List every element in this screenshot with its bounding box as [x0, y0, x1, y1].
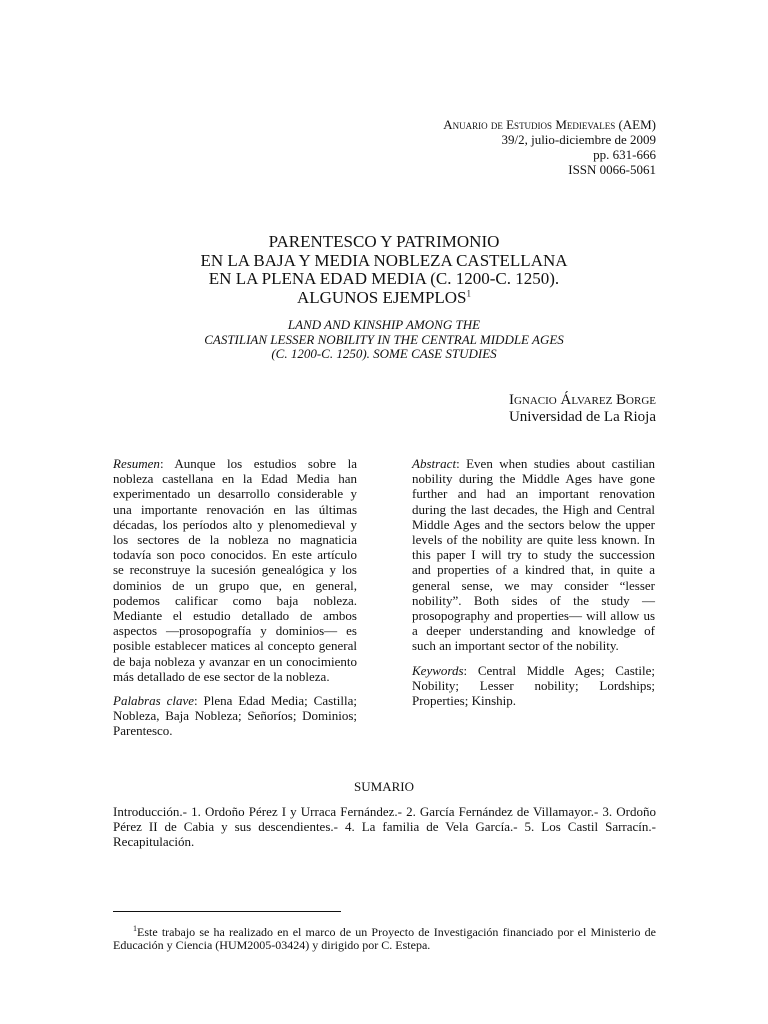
resumen-paragraph [113, 456, 357, 684]
abstract-text: : Even when studies about castilian nobility during the Middle Ages have gone further and had an important renovation during the last decades, the High and Central Middle Ages and the sectors below the upper levels of the nobility are quite less known. In this paper I will try to study the succession and properties of a kindred that, in quite a general sense, we may consider “lesser nobility”. Both sides of the study —prosopography and properties— will allow us a deeper understanding and knowledge of such an important sector of the nobility. [412, 456, 655, 654]
footnote-divider [113, 911, 341, 912]
title-line-4-text: ALGUNOS EJEMPLOS [296, 287, 467, 307]
journal-issn: ISSN 0066-5061 [568, 162, 656, 177]
palabras-clave-label: Palabras clave [113, 693, 195, 709]
journal-pages: pp. 631-666 [593, 147, 656, 162]
keywords-text: : Central Middle Ages; Castile; Nobility; Lesser nobility; Lordships; Properties; Kinship. [412, 662, 655, 709]
title-block [112, 233, 656, 362]
keywords-label: Keywords [412, 662, 464, 678]
footnote-mark: 1 [133, 924, 137, 933]
title-footnote-mark: 1 [466, 287, 472, 298]
journal-name-line [326, 117, 656, 132]
title-line-4 [112, 289, 656, 308]
footnote [113, 926, 656, 951]
journal-header [326, 117, 656, 177]
title-line-2: EN LA BAJA Y MEDIA NOBLEZA CASTELLANA [200, 250, 568, 270]
english-title-line-2: CASTILIAN LESSER NOBILITY IN THE CENTRAL MIDDLE AGES [204, 331, 564, 347]
resumen-text: : Aunque los estudios sobre la nobleza castellana en la Edad Media han experimentado un desarrollo considerable y una importante renovación en las últimas décadas, los períodos alto y plenomedieval y los sectores de la nobleza no magnaticia todavía son poco conocidos. En este artículo se reconstruye la sucesión genealógica y los dominios de un grupo que, en general, podemos calificar como baja nobleza. Mediante el estudio detallado de ambos aspectos —prosopografía y dominios— es posible establecer matices al concepto general de baja nobleza y avanzar en un conocimiento más detallado de ese sector de la nobleza. [113, 456, 357, 684]
journal-name: Anuario de Estudios Medievales [443, 117, 616, 132]
english-title-line-1: LAND AND KINSHIP AMONG THE [287, 317, 481, 332]
keywords-paragraph [412, 663, 655, 709]
author-name: Ignacio Álvarez Borge [508, 392, 656, 408]
english-abstract-column [412, 456, 655, 717]
abstract-label: Abstract [412, 456, 457, 471]
footnote-text: Este trabajo se ha realizado en el marco de un Proyecto de Investigación financiado por el Ministerio de Educación y Ciencia (HUM2005-03424) y dirigido por C. Estepa. [113, 925, 656, 952]
resumen-label: Resumen [113, 456, 160, 471]
journal-abbrev: (AEM) [615, 117, 656, 132]
author-block [326, 392, 656, 426]
journal-issue: 39/2, julio-diciembre de 2009 [501, 132, 656, 147]
english-title [112, 318, 656, 362]
abstract-paragraph [412, 456, 655, 654]
title-line-1: PARENTESCO Y PATRIMONIO [268, 232, 500, 251]
palabras-clave-paragraph [113, 693, 357, 739]
author-affiliation: Universidad de La Rioja [508, 409, 656, 425]
palabras-clave-text: : Plena Edad Media; Castilla; Nobleza, Baja Nobleza; Señoríos; Dominios; Parentesco. [113, 693, 358, 739]
spanish-abstract-column [113, 456, 357, 748]
sumario-heading: SUMARIO [354, 779, 414, 794]
english-title-line-3: (C. 1200-C. 1250). SOME CASE STUDIES [271, 346, 497, 361]
title-line-3: EN LA PLENA EDAD MEDIA (C. 1200-C. 1250). [208, 269, 560, 288]
sumario-text: Introducción.- 1. Ordoño Pérez I y Urraca Fernández.- 2. García Fernández de Villamayor.- 3. Ordoño Pérez II de Cabia y sus descendientes.- 4. La familia de Vela García.- 5. Los Castil Sarracín.- Recapitulación. [113, 804, 656, 850]
